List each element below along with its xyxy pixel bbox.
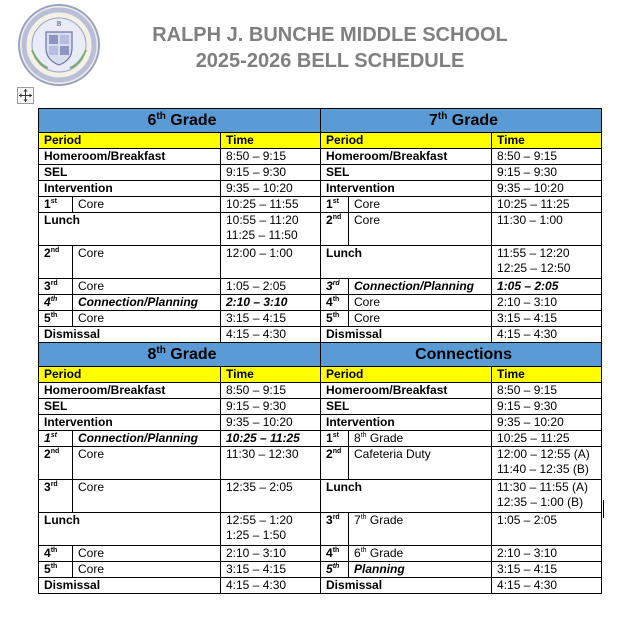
time-cell: 12:00 – 12:55 (A) 11:40 – 12:35 (B) [492, 447, 602, 480]
grade-7-header: 7th Grade [321, 109, 602, 133]
time-cell: 8:50 – 9:15 [221, 383, 321, 399]
time-cell: 12:55 – 1:20 1:25 – 1:50 [221, 513, 321, 546]
period-label: SEL [39, 165, 221, 181]
table-move-handle[interactable] [17, 87, 34, 104]
period-label: Homeroom/Breakfast [321, 149, 492, 165]
time-cell: 3:15 – 4:15 [492, 562, 602, 578]
period-label: Core [349, 197, 492, 213]
table-row [39, 246, 602, 279]
period-label: Connection/Planning [73, 295, 221, 311]
period-number: 4th [321, 546, 349, 562]
time-cell: 3:15 – 4:15 [492, 311, 602, 327]
period-label: SEL [321, 165, 492, 181]
period-number: 5th [39, 562, 73, 578]
schedule-title: 2025-2026 BELL SCHEDULE [195, 50, 465, 72]
time-cell: 3:15 – 4:15 [221, 562, 321, 578]
period-label: Core [73, 562, 221, 578]
time-cell: 2:10 – 3:10 [492, 295, 602, 311]
period-number: 4th [321, 295, 349, 311]
time-cell: 4:15 – 4:30 [492, 578, 602, 594]
connections-header: Connections [321, 343, 602, 367]
time-cell: 11:30 – 11:55 (A) 12:35 – 1:00 (B) [492, 480, 602, 513]
table-row [39, 562, 602, 578]
table-row [39, 578, 602, 594]
period-label: Core [73, 311, 221, 327]
period-label: Intervention [321, 415, 492, 431]
period-label: Lunch [321, 246, 492, 279]
time-cell: 2:10 – 3:10 [492, 546, 602, 562]
time-cell: 11:30 – 1:00 [492, 213, 602, 246]
period-label: 6th Grade [349, 546, 492, 562]
time-cell: 4:15 – 4:30 [221, 578, 321, 594]
table-row [39, 197, 602, 213]
period-label: Core [73, 480, 221, 513]
grade-header-row [39, 109, 602, 133]
period-number: 2nd [39, 246, 73, 279]
period-label: Dismissal [321, 327, 492, 343]
period-label: Core [73, 197, 221, 213]
period-number: 4th [39, 546, 73, 562]
period-number: 3rd [39, 480, 73, 513]
time-cell: 1:05 – 2:05 [492, 279, 602, 295]
grade-header-row [39, 343, 602, 367]
svg-text:B: B [56, 20, 62, 28]
period-label: 8th Grade [349, 431, 492, 447]
period-number: 5th [39, 311, 73, 327]
period-label: Core [73, 246, 221, 279]
period-label: Dismissal [39, 578, 221, 594]
table-row [39, 415, 602, 431]
period-label: Connection/Planning [349, 279, 492, 295]
period-label: Dismissal [321, 578, 492, 594]
period-number: 3rd [39, 279, 73, 295]
table-row [39, 399, 602, 415]
time-cell: 11:30 – 12:30 [221, 447, 321, 480]
table-row [39, 181, 602, 197]
period-label: Lunch [39, 213, 221, 246]
school-title: RALPH J. BUNCHE MIDDLE SCHOOL [152, 24, 508, 46]
time-cell: 9:35 – 10:20 [492, 415, 602, 431]
move-arrows-icon [18, 88, 33, 103]
period-number: 4th [39, 295, 73, 311]
period-label: Intervention [39, 181, 221, 197]
time-cell: 4:15 – 4:30 [221, 327, 321, 343]
period-header: Period [321, 367, 492, 383]
period-label: Homeroom/Breakfast [39, 149, 221, 165]
time-cell: 11:55 – 12:20 12:25 – 12:50 [492, 246, 602, 279]
time-cell: 2:10 – 3:10 [221, 546, 321, 562]
time-cell: 3:15 – 4:15 [221, 311, 321, 327]
period-label: Core [73, 279, 221, 295]
period-number: 5th [321, 562, 349, 578]
table-row [39, 295, 602, 311]
period-label: Homeroom/Breakfast [321, 383, 492, 399]
period-label: Planning [349, 562, 492, 578]
period-number: 2nd [321, 447, 349, 480]
time-cell: 10:25 – 11:25 [492, 197, 602, 213]
time-header: Time [221, 367, 321, 383]
column-header-row [39, 367, 602, 383]
school-seal-logo [18, 4, 100, 86]
table-row [39, 279, 602, 295]
time-cell: 1:05 – 2:05 [221, 279, 321, 295]
time-header: Time [492, 367, 602, 383]
period-number: 1st [39, 431, 73, 447]
table-row [39, 327, 602, 343]
table-row [39, 480, 602, 513]
period-number: 5th [321, 311, 349, 327]
period-number: 2nd [321, 213, 349, 246]
time-cell: 8:50 – 9:15 [221, 149, 321, 165]
period-number: 1st [39, 197, 73, 213]
period-label: Connection/Planning [73, 431, 221, 447]
time-cell: 12:00 – 1:00 [221, 246, 321, 279]
time-cell: 12:35 – 2:05 [221, 480, 321, 513]
period-number: 3rd [321, 279, 349, 295]
table-row [39, 431, 602, 447]
time-cell: 9:35 – 10:20 [492, 181, 602, 197]
period-header: Period [39, 133, 221, 149]
period-number: 2nd [39, 447, 73, 480]
table-row [39, 447, 602, 480]
time-cell: 9:15 – 9:30 [221, 399, 321, 415]
time-cell: 8:50 – 9:15 [492, 383, 602, 399]
period-header: Period [321, 133, 492, 149]
period-label: Intervention [321, 181, 492, 197]
period-label: Intervention [39, 415, 221, 431]
time-cell: 2:10 – 3:10 [221, 295, 321, 311]
period-label: Lunch [321, 480, 492, 513]
text-cursor [603, 500, 604, 518]
time-cell: 9:15 – 9:30 [221, 165, 321, 181]
time-header: Time [221, 133, 321, 149]
period-label: Core [349, 213, 492, 246]
period-label: SEL [321, 399, 492, 415]
bell-schedule-table [38, 108, 602, 594]
table-row [39, 513, 602, 546]
time-cell: 10:25 – 11:25 [492, 431, 602, 447]
grade-6-header: 6th Grade [39, 109, 321, 133]
period-number: 1st [321, 431, 349, 447]
time-cell: 10:25 – 11:55 [221, 197, 321, 213]
time-cell: 9:15 – 9:30 [492, 165, 602, 181]
time-cell: 1:05 – 2:05 [492, 513, 602, 546]
time-cell: 10:25 – 11:25 [221, 431, 321, 447]
period-label: Dismissal [39, 327, 221, 343]
time-cell: 10:55 – 11:20 11:25 – 11:50 [221, 213, 321, 246]
column-header-row [39, 133, 602, 149]
table-row [39, 165, 602, 181]
table-row [39, 383, 602, 399]
period-label: Core [73, 546, 221, 562]
period-label: Lunch [39, 513, 221, 546]
grade-8-header: 8th Grade [39, 343, 321, 367]
period-header: Period [39, 367, 221, 383]
time-cell: 9:15 – 9:30 [492, 399, 602, 415]
period-label: Core [349, 295, 492, 311]
time-header: Time [492, 133, 602, 149]
period-number: 3rd [321, 513, 349, 546]
period-number: 1st [321, 197, 349, 213]
period-label: Core [73, 447, 221, 480]
time-cell: 9:35 – 10:20 [221, 181, 321, 197]
period-label: Cafeteria Duty [349, 447, 492, 480]
table-row [39, 311, 602, 327]
table-row [39, 546, 602, 562]
time-cell: 9:35 – 10:20 [221, 415, 321, 431]
table-row [39, 213, 602, 246]
period-label: Core [349, 311, 492, 327]
period-label: SEL [39, 399, 221, 415]
time-cell: 8:50 – 9:15 [492, 149, 602, 165]
period-label: Homeroom/Breakfast [39, 383, 221, 399]
time-cell: 4:15 – 4:30 [492, 327, 602, 343]
table-row [39, 149, 602, 165]
period-label: 7th Grade [349, 513, 492, 546]
